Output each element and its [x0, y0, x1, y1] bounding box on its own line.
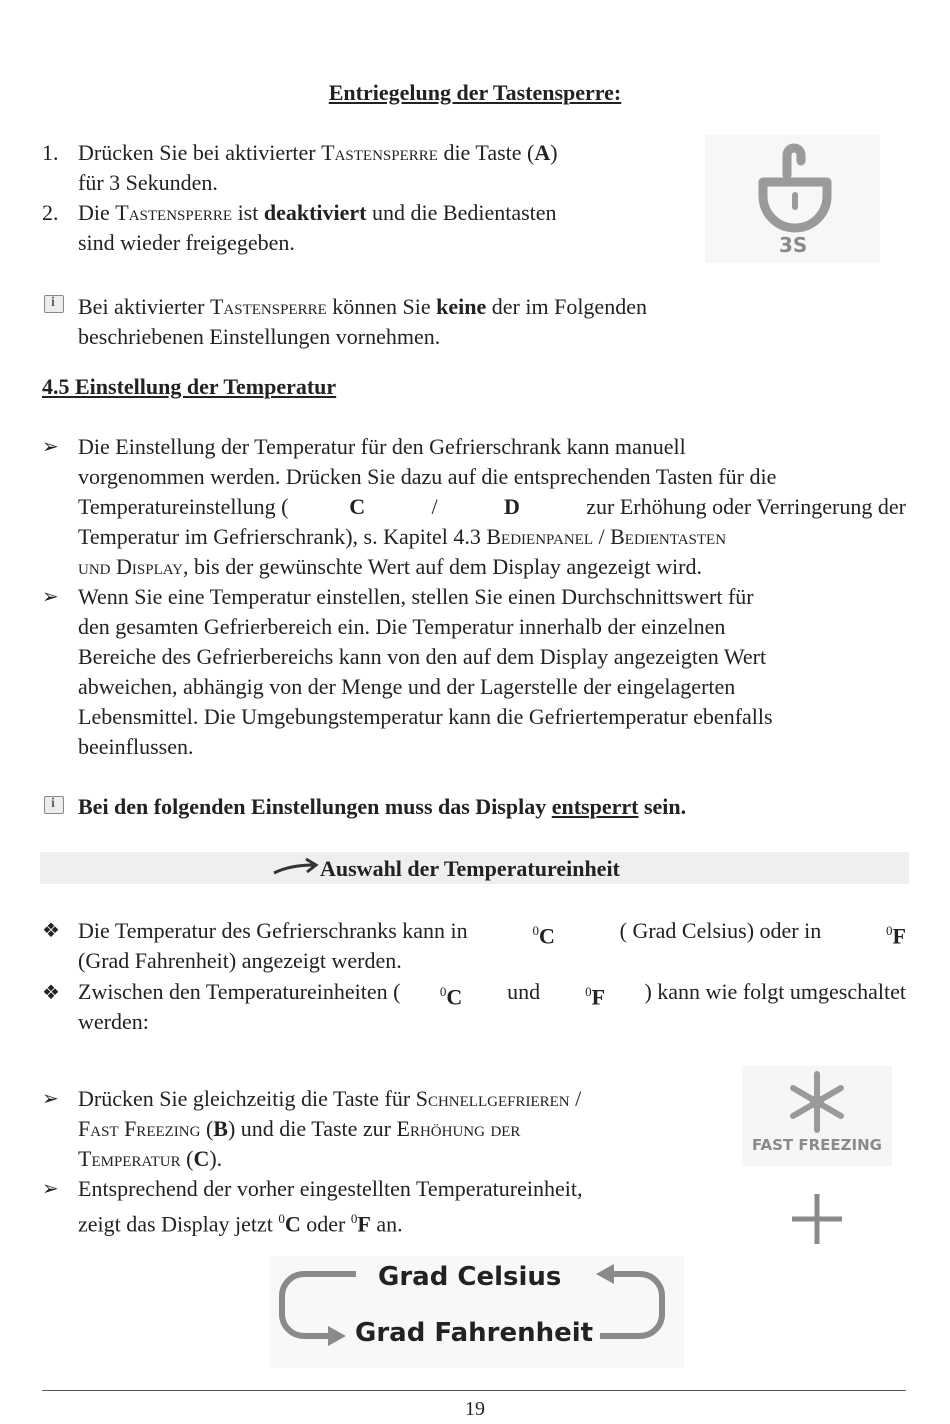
unlock-step-1: 1. Drücken Sie bei aktivierter Tastensperre die Taste (A): [42, 140, 558, 165]
temp-p1-l3: Temperatureinstellung ( C / D zur Erhöhung oder Verringerung der: [78, 494, 906, 519]
note-unlocked: Bei den folgenden Einstellungen muss das Display entsperrt sein.: [78, 794, 687, 819]
arrow-bullet-icon: ➢: [42, 1176, 59, 1200]
temp-p2-l3: Bereiche des Gefrierbereichs kann von den auf dem Display angezeigten Wert: [78, 644, 767, 669]
info-icon: [44, 796, 64, 814]
right-arrow-icon: [272, 856, 320, 878]
fast-freezing-panel: [742, 1066, 892, 1166]
section-heading: 4.5 Einstellung der Temperatur: [42, 374, 337, 399]
fast-freezing-label: FAST FREEZING: [751, 1136, 882, 1154]
plus-icon: [790, 1192, 844, 1246]
switch-item-1: Drücken Sie gleichzeitig die Taste für Schnellgefrieren /: [78, 1086, 582, 1111]
switch-item-1-l3: Temperatur (C).: [78, 1146, 223, 1171]
temp-p2-l5: Lebensmittel. Die Umgebungstemperatur kann die Gefriertemperatur ebenfalls: [78, 704, 773, 729]
temp-p2-l2: den gesamten Gefrierbereich ein. Die Temperatur innerhalb der einzelnen: [78, 614, 726, 639]
unit-item-2: Zwischen den Temperatureinheiten ( $^0$C und $^0$F ) kann wie folgt umgeschaltet: [78, 979, 906, 1010]
temp-p2-l1: Wenn Sie eine Temperatur einstellen, stellen Sie einen Durchschnittswert für: [78, 584, 754, 609]
unlock-heading: Entriegelung der Tastensperre:: [328, 80, 622, 105]
diamond-bullet-icon: ❖: [42, 918, 60, 942]
temp-p1-l2: vorgenommen werden. Drücken Sie dazu auf die entsprechenden Tasten für die: [78, 464, 777, 489]
temp-p2-l6: beeinflussen.: [78, 734, 194, 759]
grad-celsius-label: Grad Celsius: [378, 1262, 562, 1292]
unlock-step-1-l2: für 3 Sekunden.: [78, 170, 218, 195]
note-keylock: Bei aktivierter Tastensperre können Sie keine der im Folgenden: [78, 294, 647, 319]
grad-fahrenheit-label: Grad Fahrenheit: [355, 1318, 594, 1348]
unit-item-1-l2: (Grad Fahrenheit) angezeigt werden.: [78, 948, 402, 973]
unlock-step-2-l2: sind wieder freigegeben.: [78, 230, 295, 255]
info-icon: [44, 295, 64, 313]
arrow-bullet-icon: ➢: [42, 1086, 59, 1110]
footer-rule: [42, 1390, 906, 1391]
unit-item-1: Die Temperatur des Gefrierschranks kann in $^0$C ( Grad Celsius) oder in $^0$F: [78, 918, 906, 949]
three-seconds-label: 3S: [779, 233, 808, 257]
temp-p1-l5: und Display, bis der gewünschte Wert auf dem Display angezeigt wird.: [78, 554, 702, 579]
note-keylock-l2: beschriebenen Einstellungen vornehmen.: [78, 324, 441, 349]
diamond-bullet-icon: ❖: [42, 980, 60, 1004]
temp-p1-l1: Die Einstellung der Temperatur für den Gefrierschrank kann manuell: [78, 434, 686, 459]
unit-item-2-l2: werden:: [78, 1009, 149, 1034]
page-number: 19: [465, 1398, 485, 1420]
switch-item-2: Entsprechend der vorher eingestellten Temperatureinheit,: [78, 1176, 583, 1201]
arrow-bullet-icon: ➢: [42, 434, 59, 458]
temp-p2-l4: abweichen, abhängig von der Menge und der Lagerstelle der eingelagerten: [78, 674, 736, 699]
temp-p1-l4: Temperatur im Gefrierschrank), s. Kapitel 4.3 Bedienpanel / Bedientasten: [78, 524, 727, 549]
arrow-bullet-icon: ➢: [42, 584, 59, 608]
switch-item-2-l2: zeigt das Display jetzt $^0$C oder $^0$F an.: [78, 1211, 403, 1237]
switch-item-1-l2: Fast Freezing (B) und die Taste zur Erhöhung der: [78, 1116, 521, 1141]
unlock-step-2: 2. Die Tastensperre ist deaktiviert und die Bedientasten: [42, 200, 557, 225]
unit-cycle-diagram: [270, 1256, 684, 1368]
snowflake-icon: [785, 1070, 849, 1134]
unit-section-title: Auswahl der Temperatureinheit: [320, 856, 620, 881]
unlock-icon-panel: [705, 135, 880, 263]
